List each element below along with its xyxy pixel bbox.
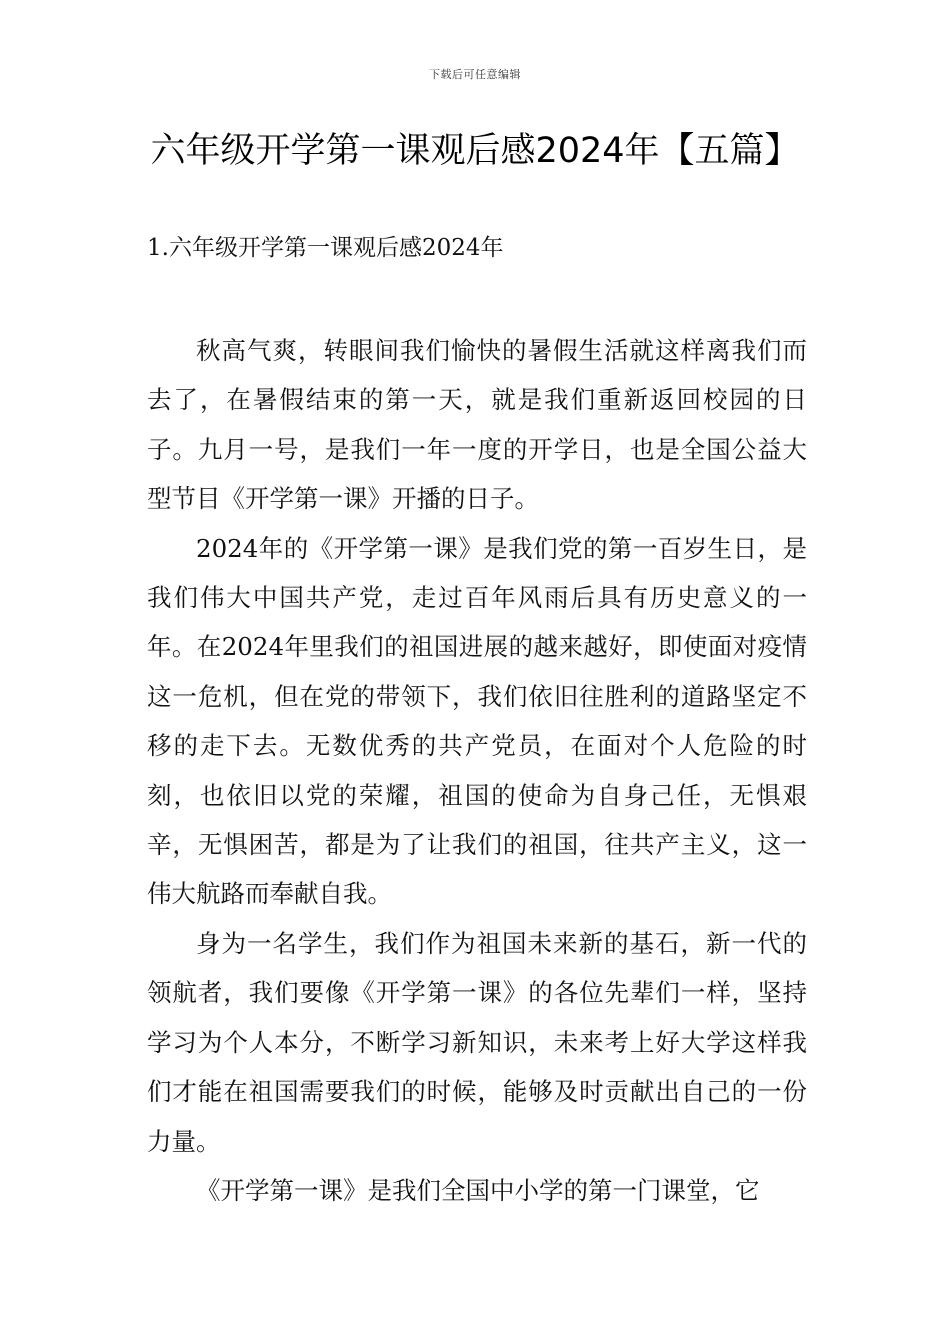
paragraph: 身为一名学生，我们作为祖国未来新的基石，新一代的领航者，我们要像《开学第一课》的各位先辈们一样，坚持学习为个人本分，不断学习新知识，未来考上好大学这样我们才能在祖国需要我们的时候，能够及时贡献出自己的一份力量。 bbox=[147, 928, 807, 1156]
paragraph: 《开学第一课》是我们全国中小学的第一门课堂，它 bbox=[196, 1175, 760, 1205]
body-text bbox=[147, 326, 807, 1215]
document-title: 六年级开学第一课观后感2024年【五篇】 bbox=[150, 131, 800, 171]
section-heading: 1.六年级开学第一课观后感2024年 bbox=[147, 235, 504, 261]
paragraph: 秋高气爽，转眼间我们愉快的暑假生活就这样离我们而去了，在暑假结束的第一天，就是我们重新返回校园的日子。九月一号，是我们一年一度的开学日，也是全国公益大型节目《开学第一课》开播的日子。 bbox=[147, 336, 807, 514]
header-note: 下载后可任意编辑 bbox=[429, 68, 521, 81]
paragraph: 2024年的《开学第一课》是我们党的第一百岁生日，是我们伟大中国共产党，走过百年风雨后具有历史意义的一年。在2024年里我们的祖国进展的越来越好，即使面对疫情这一危机，但在党的带领下，我们依旧往胜利的道路坚定不移的走下去。无数优秀的共产党员，在面对个人危险的时刻，也依旧以党的荣耀，祖国的使命为自身己任，无惧艰辛，无惧困苦，都是为了让我们的祖国，往共产主义，这一伟大航路而奉献自我。 bbox=[147, 533, 807, 909]
